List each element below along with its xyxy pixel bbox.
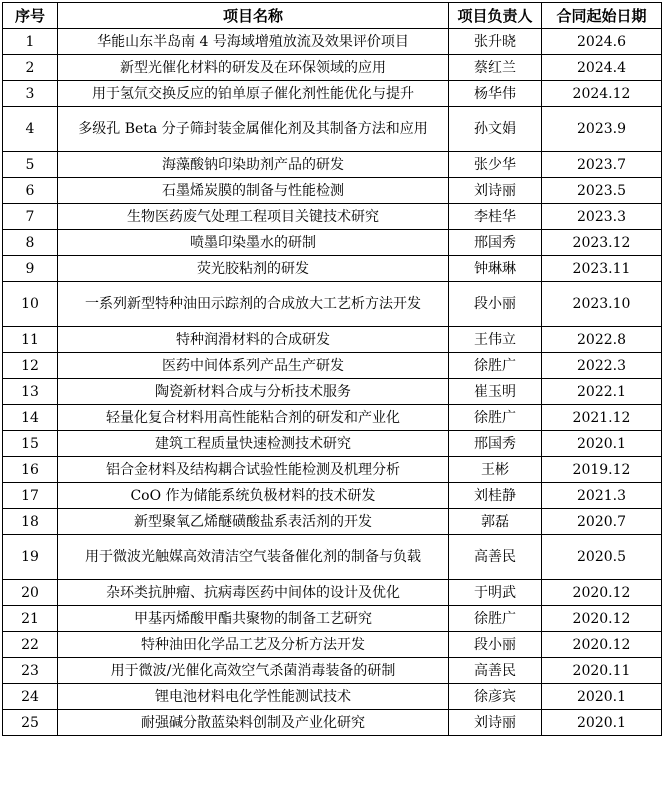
header-name: 项目名称 [58,3,449,29]
cell-start-date: 2022.8 [542,327,662,353]
cell-project-lead: 郭磊 [449,509,542,535]
cell-project-lead: 刘诗丽 [449,710,542,736]
cell-no: 23 [3,658,58,684]
cell-project-name [58,55,449,81]
projects-table [2,2,662,736]
table-body [3,29,662,736]
project-name-text: 用于氢氘交换反应的铂单原子催化剂性能优化与提升 [92,85,414,102]
project-name-text: 华能山东半岛南 4 号海域增殖放流及效果评价项目 [97,33,409,50]
cell-project-lead: 徐胜广 [449,353,542,379]
cell-project-name [58,710,449,736]
table-row [3,152,662,178]
cell-project-lead: 邢国秀 [449,431,542,457]
cell-project-name [58,457,449,483]
cell-project-lead: 高善民 [449,535,542,580]
project-name-text: 特种油田化学品工艺及分析方法开发 [141,636,365,653]
cell-start-date: 2020.1 [542,710,662,736]
project-name-text: 轻量化复合材料用高性能粘合剂的研发和产业化 [106,409,400,426]
table-row [3,353,662,379]
table-row [3,457,662,483]
project-name-text: 医药中间体系列产品生产研发 [162,357,344,374]
project-name-text: 生物医药废气处理工程项目关键技术研究 [127,208,379,225]
cell-project-lead: 张少华 [449,152,542,178]
header-row [3,3,662,29]
project-name-text: 陶瓷新材料合成与分析技术服务 [155,383,351,400]
project-name-text: 甲基丙烯酸甲酯共聚物的制备工艺研究 [134,610,372,627]
header-date: 合同起始日期 [542,3,662,29]
cell-start-date: 2020.12 [542,580,662,606]
cell-start-date: 2020.12 [542,632,662,658]
cell-start-date: 2023.10 [542,282,662,327]
cell-start-date: 2024.6 [542,29,662,55]
cell-start-date: 2022.3 [542,353,662,379]
cell-no: 16 [3,457,58,483]
table-row [3,230,662,256]
cell-start-date: 2023.3 [542,204,662,230]
cell-start-date: 2024.12 [542,81,662,107]
cell-project-lead: 于明武 [449,580,542,606]
cell-project-name [58,204,449,230]
cell-no: 14 [3,405,58,431]
cell-no: 3 [3,81,58,107]
cell-project-lead: 刘诗丽 [449,178,542,204]
cell-project-lead: 徐彦宾 [449,684,542,710]
table-row [3,379,662,405]
cell-start-date: 2019.12 [542,457,662,483]
cell-no: 12 [3,353,58,379]
table-row [3,204,662,230]
project-name-text: 荧光胶粘剂的研发 [197,260,309,277]
cell-no: 5 [3,152,58,178]
cell-no: 22 [3,632,58,658]
cell-no: 18 [3,509,58,535]
table-row [3,178,662,204]
table-row [3,535,662,580]
project-name-text: 用于微波光触媒高效清洁空气装备催化剂的制备与负载 [85,549,421,565]
project-name-text: 海藻酸钠印染助剂产品的研发 [162,156,344,173]
cell-no: 21 [3,606,58,632]
cell-start-date: 2020.7 [542,509,662,535]
table-row [3,55,662,81]
cell-project-name [58,684,449,710]
cell-project-lead: 邢国秀 [449,230,542,256]
project-name-text: 新型聚氧乙烯醚磺酸盐系表活剂的开发 [134,513,372,530]
table-row [3,606,662,632]
cell-start-date: 2023.7 [542,152,662,178]
project-name-text: 石墨烯炭膜的制备与性能检测 [162,182,344,199]
table-row [3,580,662,606]
cell-project-lead: 高善民 [449,658,542,684]
cell-no: 4 [3,107,58,152]
cell-project-name [58,107,449,152]
project-name-text: 喷墨印染墨水的研制 [190,234,316,251]
table-row [3,29,662,55]
cell-project-lead: 张升晓 [449,29,542,55]
cell-start-date: 2020.1 [542,684,662,710]
cell-no: 7 [3,204,58,230]
cell-project-name [58,81,449,107]
table-row [3,107,662,152]
cell-project-lead: 王伟立 [449,327,542,353]
cell-start-date: 2022.1 [542,379,662,405]
cell-project-name [58,580,449,606]
project-name-text: 杂环类抗肿瘤、抗病毒医药中间体的设计及优化 [106,584,400,601]
project-name-text: 耐强碱分散蓝染料创制及产业化研究 [141,714,365,731]
cell-no: 20 [3,580,58,606]
cell-no: 10 [3,282,58,327]
cell-project-name [58,353,449,379]
cell-start-date: 2020.12 [542,606,662,632]
cell-start-date: 2023.11 [542,256,662,282]
cell-no: 24 [3,684,58,710]
cell-project-name [58,178,449,204]
project-name-text: 特种润滑材料的合成研发 [176,331,330,348]
table-row [3,405,662,431]
cell-no: 9 [3,256,58,282]
cell-start-date: 2020.5 [542,535,662,580]
cell-project-lead: 孙文娟 [449,107,542,152]
cell-start-date: 2023.5 [542,178,662,204]
cell-no: 2 [3,55,58,81]
table-row [3,431,662,457]
table-row [3,483,662,509]
cell-project-lead: 段小丽 [449,632,542,658]
cell-project-name [58,327,449,353]
cell-no: 15 [3,431,58,457]
cell-no: 6 [3,178,58,204]
cell-project-name [58,152,449,178]
cell-project-name [58,405,449,431]
cell-start-date: 2023.12 [542,230,662,256]
cell-no: 11 [3,327,58,353]
cell-start-date: 2024.4 [542,55,662,81]
cell-project-lead: 徐胜广 [449,405,542,431]
cell-project-lead: 王彬 [449,457,542,483]
cell-start-date: 2021.12 [542,405,662,431]
project-name-text: 铝合金材料及结构耦合试验性能检测及机理分析 [106,461,400,478]
cell-no: 8 [3,230,58,256]
cell-project-name [58,535,449,580]
table-row [3,256,662,282]
cell-project-lead: 段小丽 [449,282,542,327]
cell-project-lead: 李桂华 [449,204,542,230]
table-row [3,327,662,353]
table-row [3,710,662,736]
cell-project-lead: 徐胜广 [449,606,542,632]
cell-project-name [58,606,449,632]
cell-no: 13 [3,379,58,405]
table-row [3,81,662,107]
table-row [3,282,662,327]
cell-project-lead: 蔡红兰 [449,55,542,81]
project-name-text: 一系列新型特种油田示踪剂的合成放大工艺析方法开发 [85,296,421,312]
cell-project-name [58,509,449,535]
cell-project-name [58,282,449,327]
project-name-text: 建筑工程质量快速检测技术研究 [155,435,351,452]
cell-start-date: 2020.1 [542,431,662,457]
cell-no: 17 [3,483,58,509]
cell-start-date: 2023.9 [542,107,662,152]
cell-project-name [58,483,449,509]
project-name-text: 新型光催化材料的研发及在环保领域的应用 [120,59,386,76]
cell-project-name [58,632,449,658]
cell-project-name [58,658,449,684]
project-name-text: 锂电池材料电化学性能测试技术 [155,688,351,705]
cell-project-name [58,431,449,457]
project-name-text: 多级孔 Beta 分子筛封装金属催化剂及其制备方法和应用 [78,121,428,137]
cell-project-lead: 钟琳琳 [449,256,542,282]
cell-no: 1 [3,29,58,55]
cell-start-date: 2021.3 [542,483,662,509]
cell-no: 25 [3,710,58,736]
cell-project-lead: 杨华伟 [449,81,542,107]
project-name-text: CoO 作为储能系统负极材料的技术研发 [130,487,376,504]
table-row [3,509,662,535]
cell-no: 19 [3,535,58,580]
table-row [3,658,662,684]
header-lead: 项目负责人 [449,3,542,29]
cell-project-name [58,379,449,405]
cell-project-lead: 刘桂静 [449,483,542,509]
table-row [3,684,662,710]
cell-project-name [58,256,449,282]
cell-project-lead: 崔玉明 [449,379,542,405]
header-no: 序号 [3,3,58,29]
cell-start-date: 2020.11 [542,658,662,684]
project-name-text: 用于微波/光催化高效空气杀菌消毒装备的研制 [110,662,396,679]
cell-project-name [58,230,449,256]
cell-project-name [58,29,449,55]
table-row [3,632,662,658]
